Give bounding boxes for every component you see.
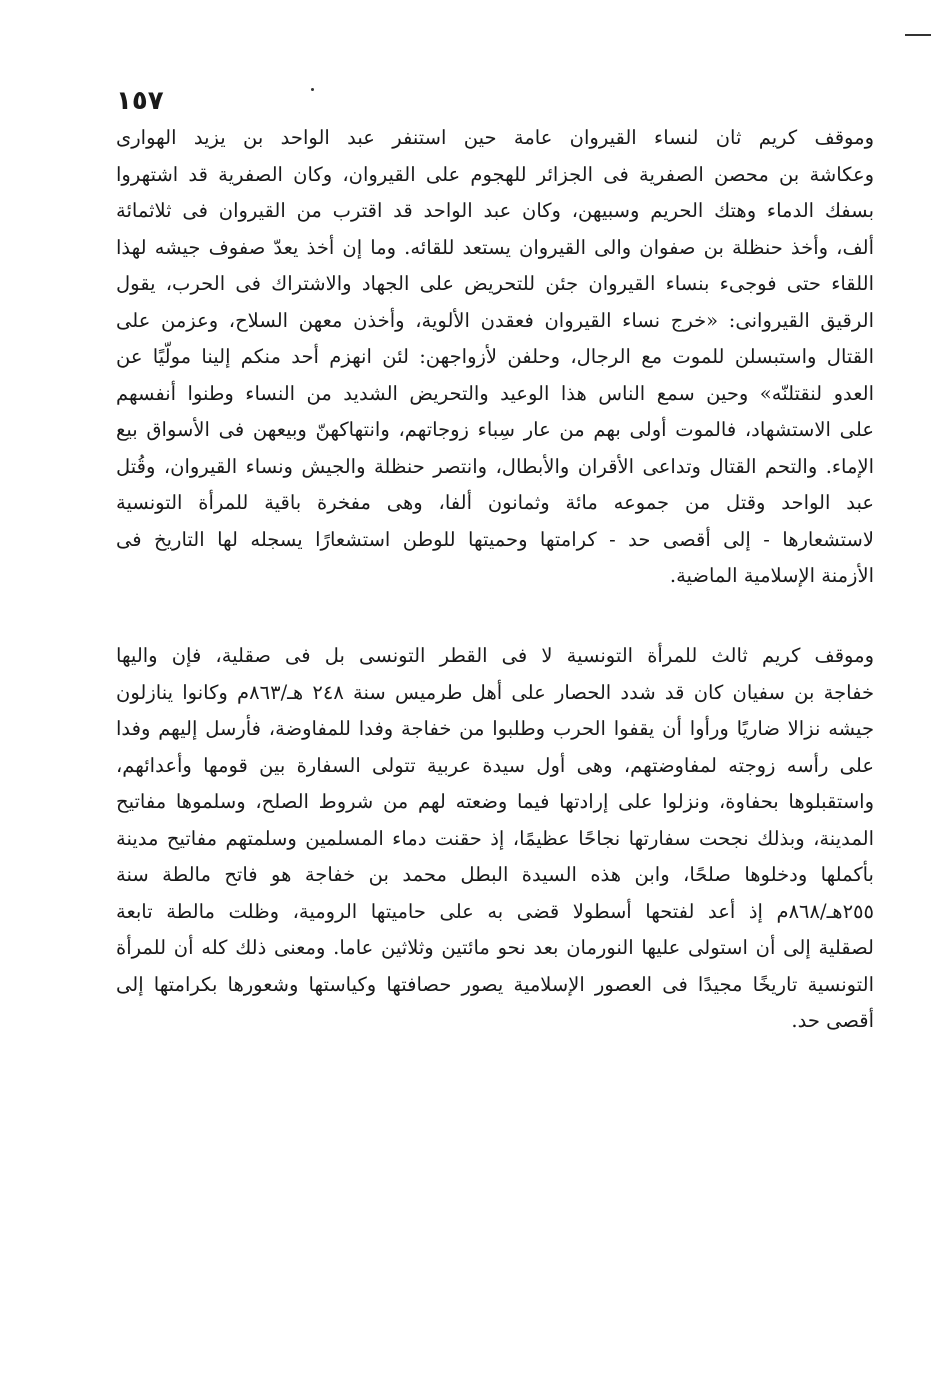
text-line: لاستشعارها - إلى أقصى حد - كرامتها وحميتها للوطن استشعارًا يسجله لها التاريخ فى bbox=[116, 527, 874, 551]
text-line: عبد الواحد وقتل من جموعه مائة وثمانون ألفا، وهى مفخرة باقية للمرأة التونسية bbox=[116, 491, 874, 514]
text-line: العدو لنقتلنّه» وحين سمع الناس هذا الوعيد والتحريض الشديد من النساء وطنوا أنفسهم bbox=[116, 381, 874, 405]
text-line: ألف، وأخذ حنظلة بن صفوان والى القيروان يستعد للقائه. وما إن أخذ يعدّ صفوف جيشه لهذا bbox=[116, 235, 874, 259]
text-line: اللقاء حتى فوجىء بنساء القيروان جئن للتحريض على الجهاد والاشتراك فى الحرب، يقول bbox=[116, 272, 874, 295]
text-line: بسفك الدماء وهتك الحريم وسبيهن، وكان عبد الواحد قد اقترب من القيروان فى ثلاثمائة bbox=[116, 199, 874, 222]
scan-speck bbox=[311, 88, 314, 91]
text-line: وموقف كريم ثان لنساء القيروان عامة حين استنفر عبد الواحد بن يزيد الهوارى bbox=[116, 126, 874, 149]
text-line: وموقف كريم ثالث للمرأة التونسية لا فى القطر التونسى بل فى صقلية، فإن واليها bbox=[116, 644, 874, 667]
text-line: القتال واستبسلن للموت مع الرجال، وحلفن لأزواجهن: لئن انهزم أحد منكم إلينا مولّيًا عن bbox=[116, 345, 874, 368]
paragraph-2 bbox=[116, 638, 874, 1040]
text-line: وعكاشة بن محصن الصفرية فى الجزائر للهجوم على القيروان، وكان الصفرية قد اشتهروا bbox=[116, 162, 874, 186]
text-line: المدينة، وبذلك نجحت سفارتها نجاحًا عظيمًا، إذ حقنت دماء المسلمين وسلمتهم مفاتيح مدينة bbox=[116, 826, 874, 850]
text-line: جيشه نزالا ضاريًا ورأوا أن يقفوا الحرب وطلبوا من خفاجة وفدا للمفاوضة، فأرسل إليهم وفدا bbox=[116, 717, 874, 740]
text-line: على رأسه زوجته لمفاوضتهم، وهى أول سيدة عربية تتولى السفارة بين قومها وأعدائهم، bbox=[116, 753, 874, 777]
text-line: ٢٥٥هـ/٨٦٨م إذ أعد لفتحها أسطولا قضى به على حاميتها الرومية، وظلت مالطة تابعة bbox=[116, 899, 874, 923]
text-line: التونسية تاريخًا مجيدًا فى العصور الإسلامية يصور حصافتها وكياستها وشعورها بكرامتها إلى bbox=[116, 972, 874, 996]
text-line: لصقلية إلى أن استولى عليها النورمان بعد نحو مائتين وثلاثين عاما. ومعنى ذلك كله أن للمرأة bbox=[116, 936, 874, 959]
text-line: واستقبلوها بحفاوة، ونزلوا على إرادتها فيما وضعته لهم من شروط الصلح، وسلموها مفاتيح bbox=[116, 790, 874, 813]
paragraph-1 bbox=[116, 120, 874, 595]
text-line: أقصى حد. bbox=[791, 1009, 874, 1032]
text-line: على الاستشهاد، فالموت أولى بهم من عار سِباء زوجاتهم، وانتهاكهنّ وبيعهن فى الأسواق بيع bbox=[116, 418, 874, 441]
text-line: خفاجة بن سفيان كان قد شدد الحصار على أهل طرميس سنة ٢٤٨ هـ/٨٦٣م وكانوا ينازلون bbox=[116, 680, 874, 704]
text-line: الأزمنة الإسلامية الماضية. bbox=[669, 564, 874, 587]
text-line: بأكملها ودخلوها صلحًا، وابن هذه السيدة البطل محمد بن خفاجة هو فاتح مالطة سنة bbox=[116, 863, 874, 886]
page-number: ١٥٧ bbox=[116, 86, 164, 116]
text-line: الرقيق القيروانى: «خرج نساء القيروان فعقدن الألوية، وأخذن معهن السلاح، وعزمن على bbox=[116, 308, 874, 332]
margin-mark bbox=[905, 34, 931, 36]
text-line: الإماء. والتحم القتال وتداعى الأقران والأبطال، وانتصر حنظلة والجيش ونساء القيروان، وقُتل bbox=[116, 454, 874, 478]
